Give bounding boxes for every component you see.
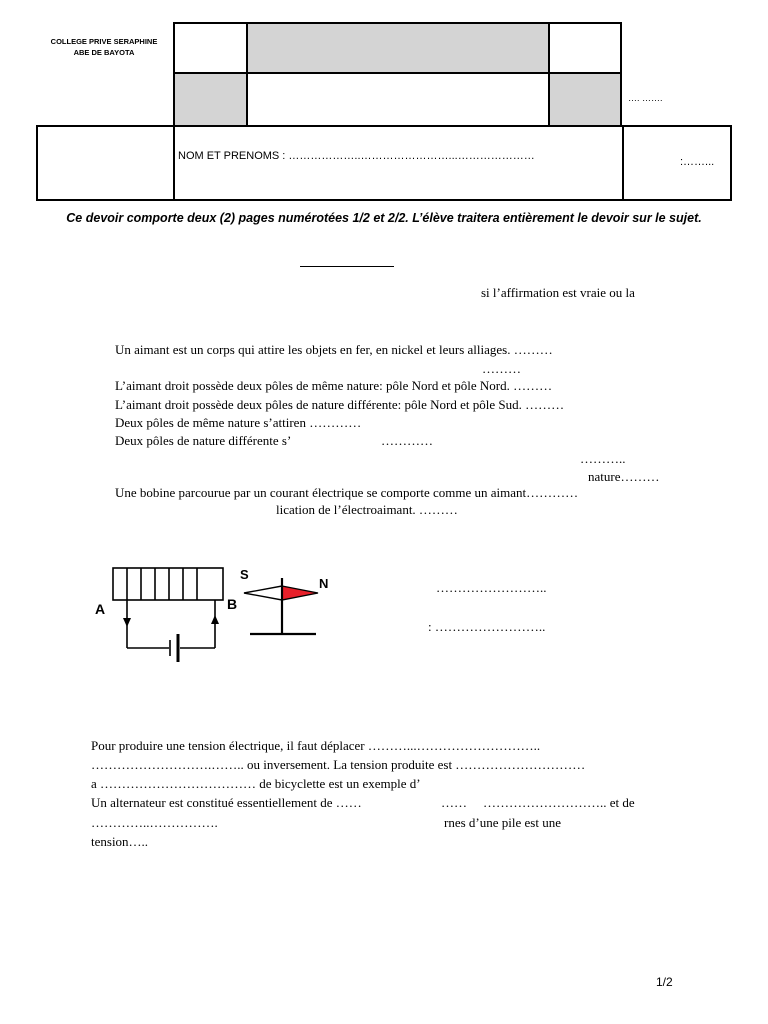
fill-line: Pour produire une tension électrique, il faut déplacer ………...………………………..: [91, 738, 541, 753]
intro-instruction: Ce devoir comporte deux (2) pages numérotées 1/2 et 2/2. L’élève traitera entièrement le devoir sur le sujet.: [66, 211, 702, 225]
fill-line: ……………………….…….. ou inversement. La tension produite est …………………………: [91, 757, 586, 772]
page-number: 1/2: [656, 975, 673, 989]
header-cell-subject: [246, 72, 550, 127]
school-name-line2: ABE DE BAYOTA: [73, 48, 135, 57]
statement-line: Deux pôles de nature différente s’: [115, 433, 292, 448]
fill-line: a ……………………………… de bicyclette est un exemple d’: [91, 776, 421, 791]
statement-line: L’aimant droit possède deux pôles de même nature: pôle Nord et pôle Nord. ………: [115, 378, 553, 393]
student-name-box: [173, 125, 624, 201]
statement-line: Un aimant est un corps qui attire les objets en fer, en nickel et leurs alliages. ………: [115, 342, 553, 357]
school-name-line1: COLLEGE PRIVE SERAPHINE: [50, 37, 158, 46]
coil: [113, 568, 223, 600]
circuit-wires: [127, 600, 215, 648]
battery-symbol: [170, 634, 178, 662]
compass-needle-figure: [232, 562, 342, 642]
header-dots: …. …….: [628, 93, 663, 103]
statement-line: Une bobine parcourue par un courant électrique se comporte comme un aimant…………: [115, 485, 579, 500]
current-arrow-up: [211, 615, 219, 624]
header-cell-grey-right: [548, 72, 622, 127]
name-field: NOM ET PRENOMS : ………………..……………………...…………………: [178, 150, 535, 162]
section-title-underline: [300, 266, 394, 267]
header-cell-title-grey: [246, 22, 550, 74]
statement-line: Deux pôles de même nature s’attiren …………: [115, 415, 362, 430]
current-arrow-down: [123, 618, 131, 627]
score-field: :……...: [680, 156, 715, 168]
score-box: [622, 125, 732, 201]
statement-line: ………: [482, 361, 521, 376]
statement-line: …………: [381, 433, 433, 448]
needle-north-half: [282, 586, 318, 600]
school-name: [38, 36, 170, 58]
exercise1-instruction: si l’affirmation est vraie ou la: [481, 285, 635, 300]
figure-answer-2: : ……………………..: [428, 619, 546, 634]
label-s: S: [240, 567, 249, 582]
fill-line: Un alternateur est constitué essentiellement de ……: [91, 795, 362, 810]
statement-line: lication de l’électroaimant. ………: [276, 502, 458, 517]
label-b: B: [227, 596, 238, 612]
fill-line: …………..…………….: [91, 815, 218, 830]
fill-line: ……………………….. et de: [483, 795, 635, 810]
header-cell-empty-right: [548, 22, 622, 74]
fill-line: tension…..: [91, 834, 149, 849]
fill-line: ……: [441, 795, 467, 810]
header-cell-empty-left: [173, 22, 248, 74]
student-box-left: [36, 125, 175, 201]
statement-line: ………..: [580, 451, 626, 466]
fill-line: rnes d’une pile est une: [444, 815, 561, 830]
figure-answer-1: ……………………..: [436, 580, 547, 595]
label-a: A: [95, 601, 106, 617]
compass-stand: [250, 578, 316, 634]
header-cell-grey-left: [173, 72, 248, 127]
statement-line: nature………: [588, 469, 660, 484]
label-n: N: [319, 576, 329, 591]
statement-line: L’aimant droit possède deux pôles de nature différente: pôle Nord et pôle Sud. ………: [115, 397, 565, 412]
needle-south-half: [244, 586, 282, 600]
